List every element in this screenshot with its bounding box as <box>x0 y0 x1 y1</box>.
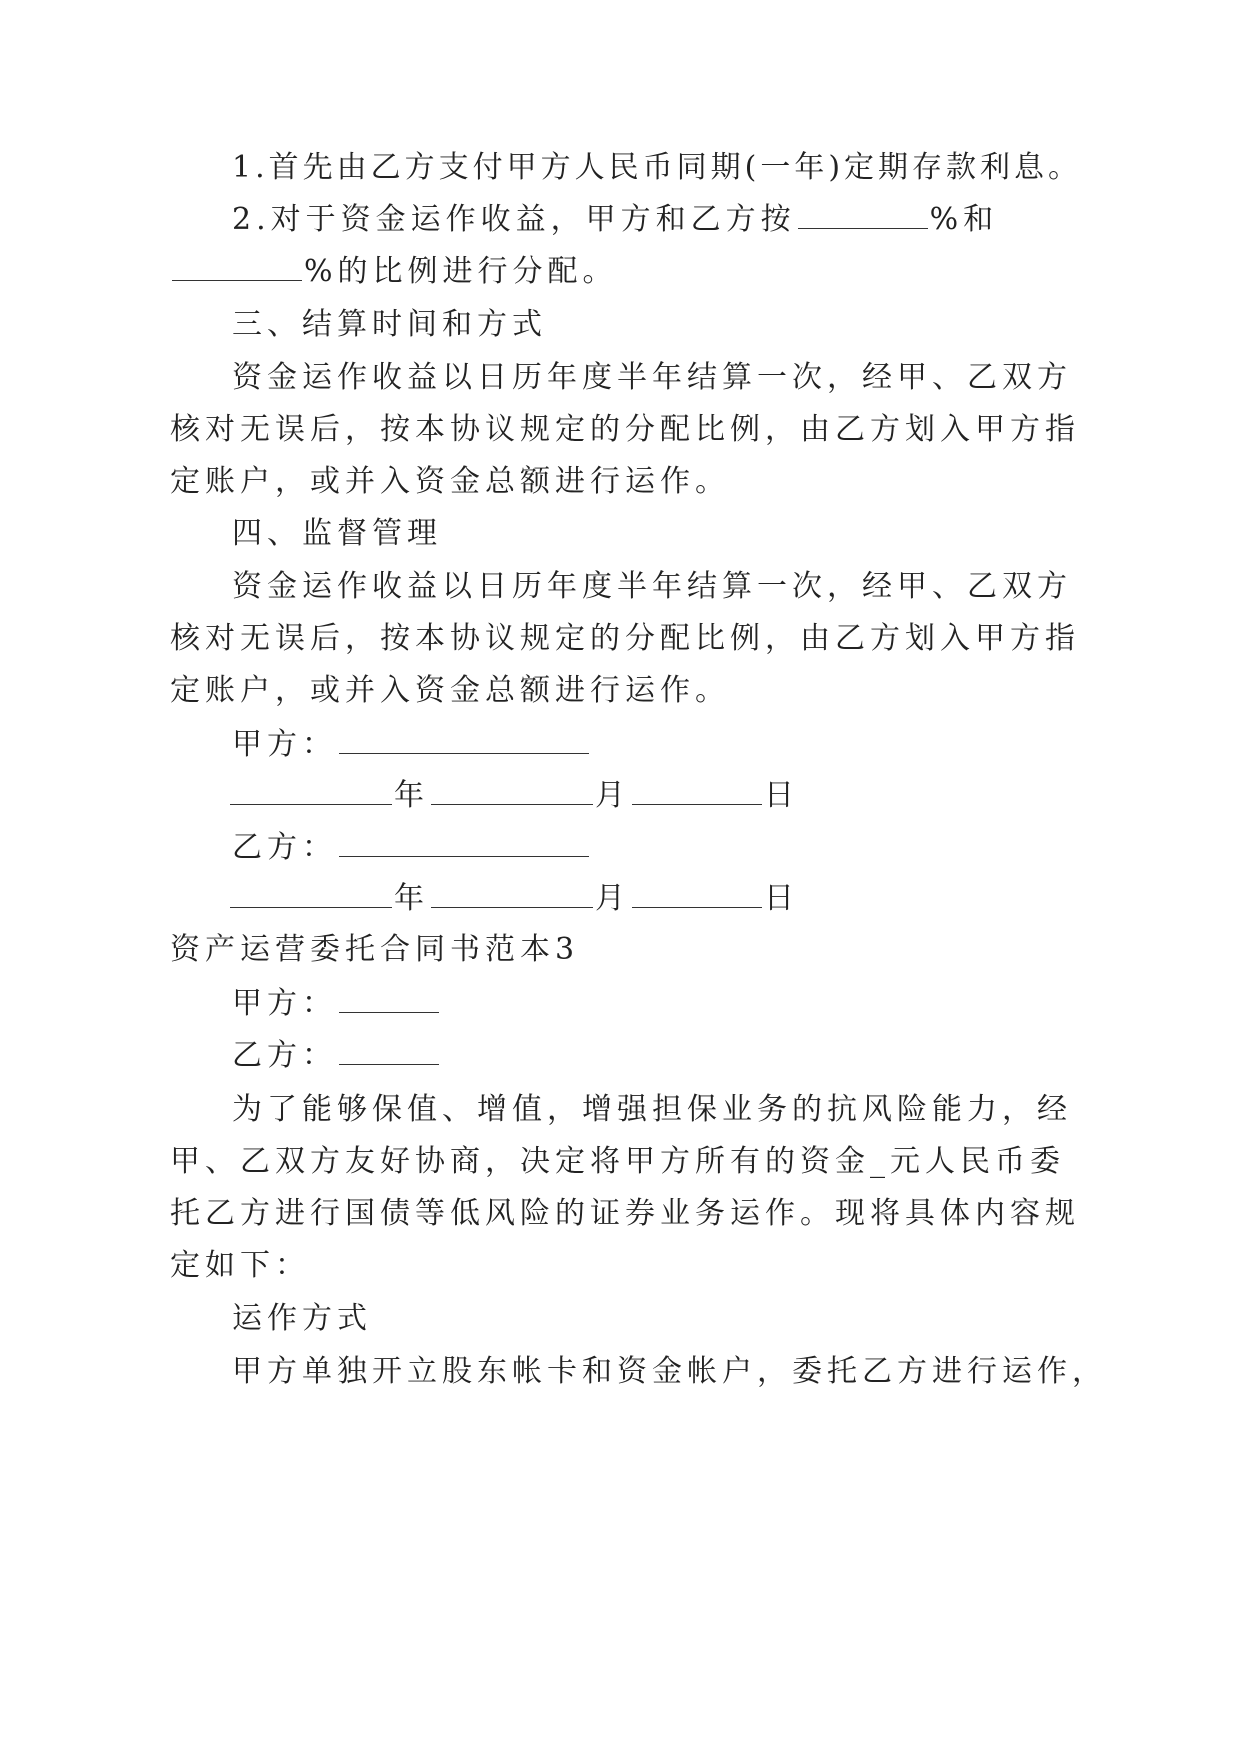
day-blank <box>632 778 762 805</box>
intro-line-2: 甲、乙双方友好协商，决定将甲方所有的资金_元人民币委 <box>170 1144 1065 1179</box>
clause-2-text: 2.对于资金运作收益，甲方和乙方按 <box>232 202 796 237</box>
month-label: 月 <box>595 778 630 813</box>
year-blank <box>230 778 392 805</box>
party-b-label: 乙方： <box>232 1038 337 1073</box>
year-label: 年 <box>394 881 429 916</box>
party-a-date-line <box>228 776 799 816</box>
party-b-date-line <box>228 879 799 919</box>
party-b-signature-line <box>232 828 591 868</box>
year-blank <box>230 881 392 908</box>
operation-heading: 运作方式 <box>232 1301 372 1336</box>
month-label: 月 <box>595 881 630 916</box>
section-4-para-line-2: 核对无误后，按本协议规定的分配比例，由乙方划入甲方指 <box>170 621 1080 656</box>
intro-line-4: 定如下： <box>170 1248 310 1283</box>
party-b-blank <box>339 830 589 857</box>
clause-2-line-2 <box>170 252 618 292</box>
party-a-blank <box>339 727 589 754</box>
party-b-label: 乙方： <box>232 830 337 865</box>
party-a-blank <box>339 986 439 1013</box>
template-3-party-a-line <box>232 984 441 1024</box>
month-blank <box>431 778 593 805</box>
ratio-blank-b <box>172 254 302 281</box>
ratio-blank-a <box>798 202 928 229</box>
template-3-title: 资产运营委托合同书范本3 <box>170 932 580 967</box>
year-label: 年 <box>394 778 429 813</box>
party-b-blank <box>339 1038 439 1065</box>
day-blank <box>632 881 762 908</box>
template-3-party-b-line <box>232 1036 441 1076</box>
intro-line-1: 为了能够保值、增值，增强担保业务的抗风险能力，经 <box>232 1092 1072 1127</box>
clause-2-percent: %和 <box>929 202 999 237</box>
section-3-heading: 三、结算时间和方式 <box>232 307 547 342</box>
party-a-label: 甲方： <box>232 986 337 1021</box>
section-3-para-line-1: 资金运作收益以日历年度半年结算一次，经甲、乙双方 <box>232 360 1072 395</box>
day-label: 日 <box>764 881 799 916</box>
operation-para-line-1: 甲方单独开立股东帐卡和资金帐户，委托乙方进行运作， <box>232 1354 1107 1389</box>
section-4-para-line-3: 定账户，或并入资金总额进行运作。 <box>170 673 730 708</box>
section-4-heading: 四、监督管理 <box>232 516 442 551</box>
clause-2-line-1 <box>232 200 998 240</box>
section-3-para-line-3: 定账户，或并入资金总额进行运作。 <box>170 464 730 499</box>
intro-line-3: 托乙方进行国债等低风险的证券业务运作。现将具体内容规 <box>170 1196 1080 1231</box>
section-3-para-line-2: 核对无误后，按本协议规定的分配比例，由乙方划入甲方指 <box>170 412 1080 447</box>
section-4-para-line-1: 资金运作收益以日历年度半年结算一次，经甲、乙双方 <box>232 569 1072 604</box>
party-a-signature-line <box>232 725 591 765</box>
clause-1: 1.首先由乙方支付甲方人民币同期(一年)定期存款利息。 <box>232 150 1083 185</box>
day-label: 日 <box>764 778 799 813</box>
party-a-label: 甲方： <box>232 727 337 762</box>
clause-2-tail: %的比例进行分配。 <box>304 254 618 289</box>
month-blank <box>431 881 593 908</box>
